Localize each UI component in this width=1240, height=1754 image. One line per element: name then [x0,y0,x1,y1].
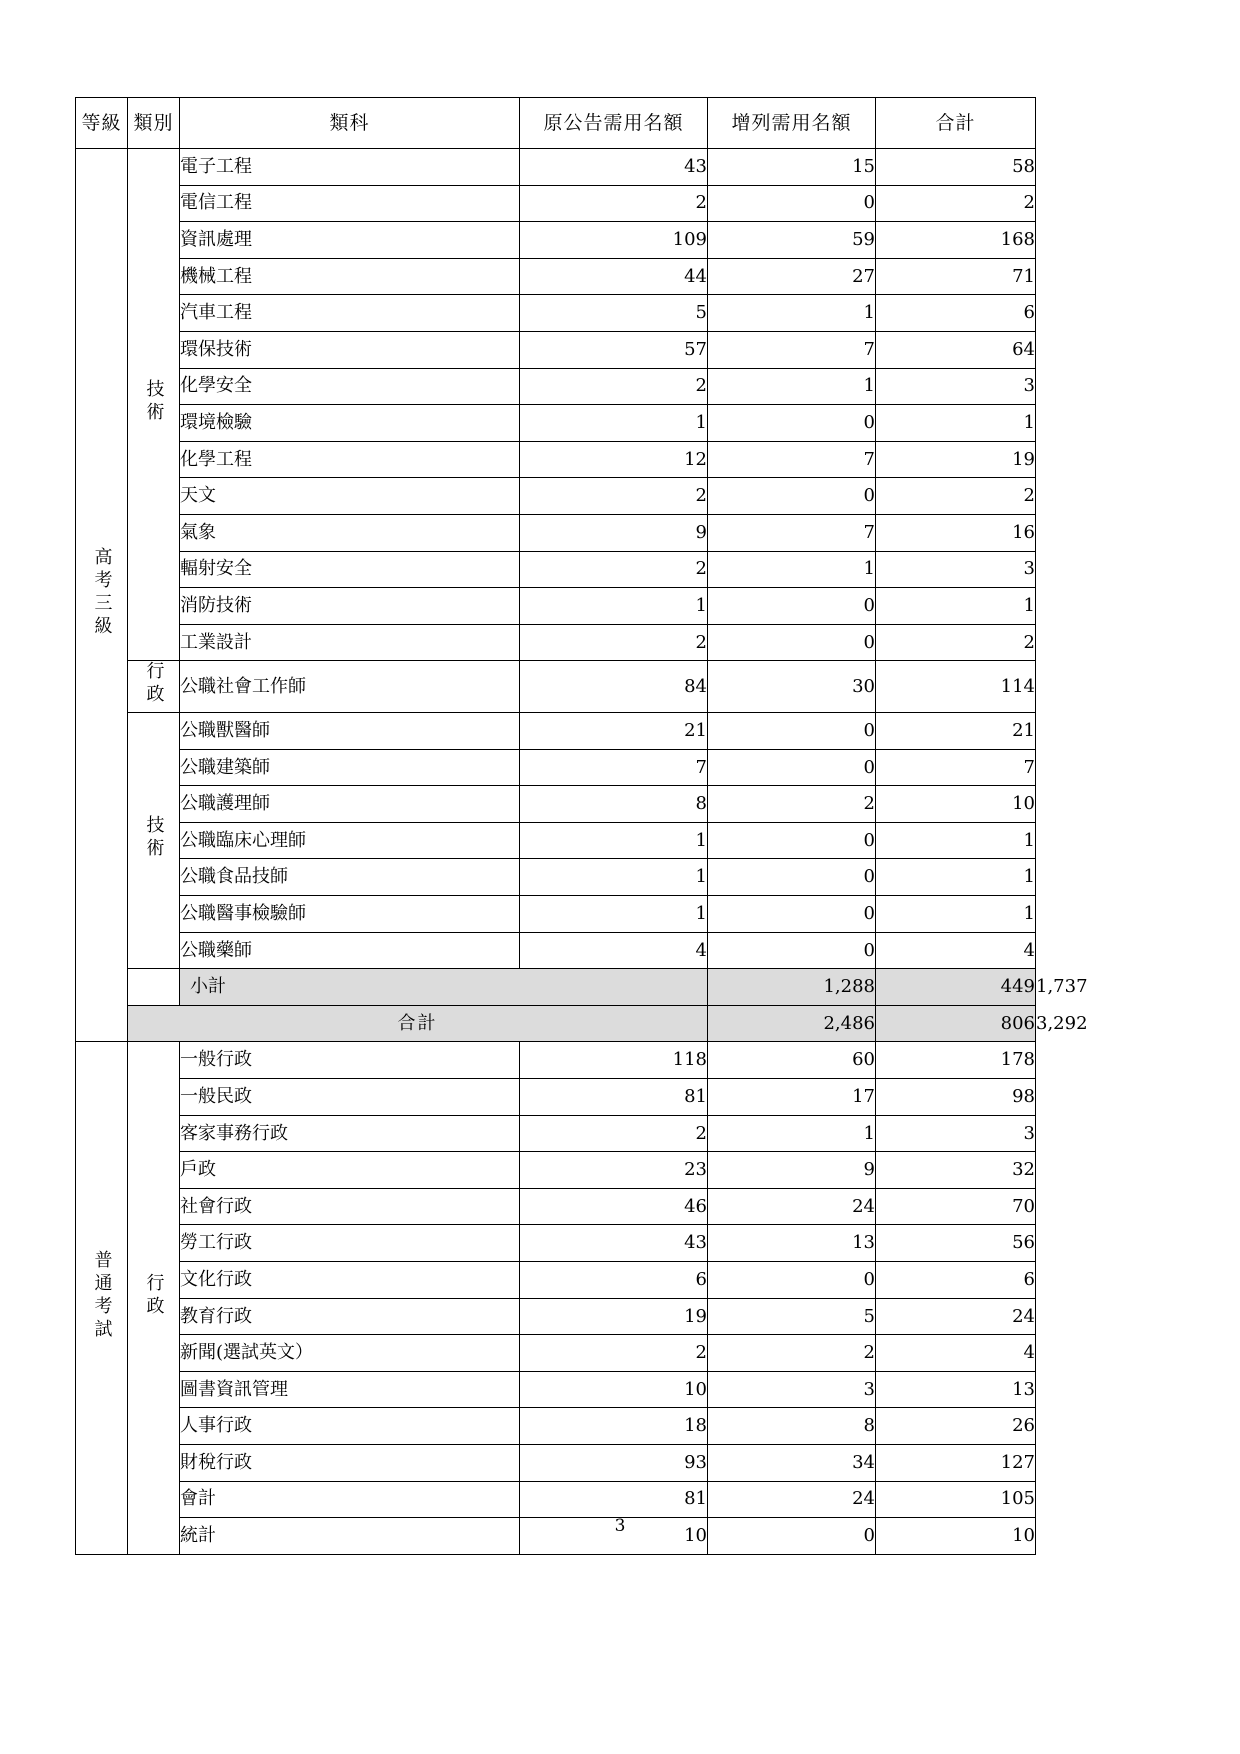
additional-quota-cell: 13 [708,1225,876,1262]
total-cell: 6 [876,1262,1036,1299]
total-cell: 1 [876,822,1036,859]
total-cell: 2 [876,185,1036,222]
header-total: 合計 [876,98,1036,149]
additional-quota-cell: 5 [708,1298,876,1335]
grand-total-label: 合計 [128,1005,708,1042]
additional-quota-cell: 8 [708,1408,876,1445]
original-quota-cell: 44 [520,258,708,295]
original-quota-cell: 12 [520,441,708,478]
additional-quota-cell: 17 [708,1079,876,1116]
original-quota-cell: 2 [520,1115,708,1152]
original-quota-cell: 4 [520,932,708,969]
additional-quota-cell: 0 [708,822,876,859]
subject-cell: 環境檢驗 [180,405,520,442]
table-row [76,713,1036,750]
original-quota-cell: 109 [520,222,708,259]
additional-quota-cell: 59 [708,222,876,259]
additional-quota-cell: 7 [708,331,876,368]
table-row [76,896,1036,933]
grade-cell [76,1042,128,1554]
additional-quota-cell: 0 [708,896,876,933]
table-row [76,932,1036,969]
subject-cell: 工業設計 [180,624,520,661]
original-quota-cell: 1 [520,859,708,896]
subject-cell: 氣象 [180,514,520,551]
additional-quota-cell: 60 [708,1042,876,1079]
table-row [76,331,1036,368]
table-row [76,405,1036,442]
category-cell [128,713,180,969]
subtotal-label: 小計 [180,969,708,1006]
total-cell: 1 [876,859,1036,896]
total-cell: 105 [876,1481,1036,1518]
additional-quota-cell: 24 [708,1188,876,1225]
original-quota-cell: 2 [520,624,708,661]
subject-cell: 公職獸醫師 [180,713,520,750]
original-quota-cell: 6 [520,1262,708,1299]
subject-cell: 輻射安全 [180,551,520,588]
additional-quota-cell: 1 [708,1115,876,1152]
total-cell: 71 [876,258,1036,295]
total-cell: 1 [876,896,1036,933]
subject-cell: 財稅行政 [180,1444,520,1481]
additional-quota-cell: 0 [708,749,876,786]
table-row [76,258,1036,295]
header-original-quota: 原公告需用名額 [520,98,708,149]
total-cell: 1 [876,405,1036,442]
original-quota-cell: 7 [520,749,708,786]
original-quota-cell: 2 [520,551,708,588]
subject-cell: 公職社會工作師 [180,661,520,713]
original-quota-cell: 118 [520,1042,708,1079]
original-quota-cell: 43 [520,149,708,186]
original-quota-cell: 57 [520,331,708,368]
table-row [76,1444,1036,1481]
original-quota-cell: 2 [520,185,708,222]
additional-quota-cell: 15 [708,149,876,186]
table-row [76,1188,1036,1225]
subject-cell: 統計 [180,1518,520,1555]
total-cell: 10 [876,786,1036,823]
table-row [76,1408,1036,1445]
category-label: 技術 [143,815,165,862]
table-row [76,1371,1036,1408]
additional-quota-cell: 3 [708,1371,876,1408]
additional-quota-cell: 1 [708,368,876,405]
additional-quota-cell: 7 [708,441,876,478]
table-row [76,1262,1036,1299]
total-cell: 32 [876,1152,1036,1189]
subject-cell: 會計 [180,1481,520,1518]
original-quota-cell: 23 [520,1152,708,1189]
additional-quota-cell: 0 [708,624,876,661]
table-row [76,1115,1036,1152]
category-label: 行政 [143,661,165,708]
grand-total-original-cell: 2,486 [708,1005,876,1042]
subtotal-additional-cell: 449 [876,969,1036,1006]
subject-cell: 一般民政 [180,1079,520,1116]
total-cell: 7 [876,749,1036,786]
total-cell: 4 [876,932,1036,969]
subject-cell: 公職臨床心理師 [180,822,520,859]
subject-cell: 電子工程 [180,149,520,186]
grade-cell [76,149,128,1042]
header-category: 類別 [128,98,180,149]
table-row [76,661,1036,713]
table-row [76,1481,1036,1518]
header-additional-quota: 增列需用名額 [708,98,876,149]
additional-quota-cell: 0 [708,1518,876,1555]
additional-quota-cell: 30 [708,661,876,713]
total-cell: 98 [876,1079,1036,1116]
subject-cell: 教育行政 [180,1298,520,1335]
original-quota-cell: 9 [520,514,708,551]
subject-cell: 文化行政 [180,1262,520,1299]
table-row [76,822,1036,859]
table-row [76,185,1036,222]
subject-cell: 新聞(選試英文） [180,1335,520,1372]
table-row [76,441,1036,478]
original-quota-cell: 81 [520,1079,708,1116]
table-row [76,859,1036,896]
subject-cell: 社會行政 [180,1188,520,1225]
subject-cell: 天文 [180,478,520,515]
additional-quota-cell: 0 [708,478,876,515]
subject-cell: 一般行政 [180,1042,520,1079]
header-grade: 等級 [76,98,128,149]
original-quota-cell: 81 [520,1481,708,1518]
table-row [76,149,1036,186]
original-quota-cell: 46 [520,1188,708,1225]
category-cell [128,1042,180,1554]
additional-quota-cell: 0 [708,185,876,222]
grand-total-row: 合計 2,486 806 3,292 [76,1005,1036,1042]
additional-quota-cell: 9 [708,1152,876,1189]
total-cell: 4 [876,1335,1036,1372]
original-quota-cell: 2 [520,368,708,405]
additional-quota-cell: 1 [708,551,876,588]
table-row [76,749,1036,786]
category-label: 技術 [143,379,165,426]
table-row [76,588,1036,625]
subject-cell: 勞工行政 [180,1225,520,1262]
total-cell: 2 [876,624,1036,661]
total-cell: 64 [876,331,1036,368]
additional-quota-cell: 0 [708,859,876,896]
table-row [76,368,1036,405]
additional-quota-cell: 24 [708,1481,876,1518]
quota-table [75,97,1088,1555]
total-cell: 24 [876,1298,1036,1335]
additional-quota-cell: 0 [708,405,876,442]
additional-quota-cell: 7 [708,514,876,551]
subject-cell: 資訊處理 [180,222,520,259]
original-quota-cell: 10 [520,1518,708,1555]
original-quota-cell: 1 [520,588,708,625]
subject-cell: 客家事務行政 [180,1115,520,1152]
total-cell: 2 [876,478,1036,515]
original-quota-cell: 1 [520,822,708,859]
total-cell: 58 [876,149,1036,186]
grade-label: 高考三級 [91,546,113,639]
additional-quota-cell: 2 [708,1335,876,1372]
header-row [76,98,1036,149]
original-quota-cell: 2 [520,1335,708,1372]
original-quota-cell: 2 [520,478,708,515]
subject-cell: 汽車工程 [180,295,520,332]
subject-cell: 化學工程 [180,441,520,478]
table-row [76,1335,1036,1372]
table-row [76,551,1036,588]
total-cell: 3 [876,1115,1036,1152]
quota-table-container [75,97,1088,1555]
category-label: 行政 [143,1272,165,1319]
total-cell: 26 [876,1408,1036,1445]
table-row [76,1298,1036,1335]
total-cell: 10 [876,1518,1036,1555]
subtotal-row: 小計 1,288 449 1,737 [76,969,1036,1006]
subject-cell: 戶政 [180,1152,520,1189]
table-row [76,786,1036,823]
total-cell: 56 [876,1225,1036,1262]
total-cell: 3 [876,368,1036,405]
additional-quota-cell: 0 [708,713,876,750]
category-cell [128,661,180,713]
subject-cell: 公職藥師 [180,932,520,969]
table-row [76,478,1036,515]
grand-total-additional-cell: 806 [876,1005,1036,1042]
table-row [76,295,1036,332]
subject-cell: 環保技術 [180,331,520,368]
subject-cell: 公職建築師 [180,749,520,786]
total-cell: 16 [876,514,1036,551]
original-quota-cell: 21 [520,713,708,750]
subject-cell: 消防技術 [180,588,520,625]
grade-label: 普通考試 [91,1249,113,1342]
subject-cell: 機械工程 [180,258,520,295]
additional-quota-cell: 0 [708,1262,876,1299]
total-cell: 70 [876,1188,1036,1225]
total-cell: 19 [876,441,1036,478]
subject-cell: 電信工程 [180,185,520,222]
original-quota-cell: 1 [520,896,708,933]
table-row [76,624,1036,661]
subject-cell: 人事行政 [180,1408,520,1445]
subject-cell: 公職食品技師 [180,859,520,896]
total-cell: 21 [876,713,1036,750]
table-row [76,222,1036,259]
original-quota-cell: 93 [520,1444,708,1481]
header-subject: 類科 [180,98,520,149]
subject-cell: 圖書資訊管理 [180,1371,520,1408]
subject-cell: 化學安全 [180,368,520,405]
total-cell: 13 [876,1371,1036,1408]
original-quota-cell: 43 [520,1225,708,1262]
subject-cell: 公職護理師 [180,786,520,823]
total-cell: 3 [876,551,1036,588]
original-quota-cell: 1 [520,405,708,442]
subtotal-original-cell: 1,288 [708,969,876,1006]
subject-cell: 公職醫事檢驗師 [180,896,520,933]
additional-quota-cell: 0 [708,588,876,625]
original-quota-cell: 5 [520,295,708,332]
additional-quota-cell: 27 [708,258,876,295]
original-quota-cell: 18 [520,1408,708,1445]
total-cell: 178 [876,1042,1036,1079]
additional-quota-cell: 2 [708,786,876,823]
total-cell: 127 [876,1444,1036,1481]
table-row [76,1079,1036,1116]
page-number: 3 [614,1516,626,1536]
original-quota-cell: 19 [520,1298,708,1335]
additional-quota-cell: 1 [708,295,876,332]
total-cell: 1 [876,588,1036,625]
category-cell [128,149,180,661]
table-row [76,1225,1036,1262]
total-cell: 168 [876,222,1036,259]
total-cell: 114 [876,661,1036,713]
table-header [76,98,1036,149]
total-cell: 6 [876,295,1036,332]
additional-quota-cell: 34 [708,1444,876,1481]
original-quota-cell: 84 [520,661,708,713]
table-row [76,1042,1036,1079]
original-quota-cell: 10 [520,1371,708,1408]
table-body [76,149,1088,1555]
additional-quota-cell: 0 [708,932,876,969]
table-row [76,1152,1036,1189]
original-quota-cell: 8 [520,786,708,823]
subtotal-spacer-cell [128,969,180,1006]
table-row [76,514,1036,551]
